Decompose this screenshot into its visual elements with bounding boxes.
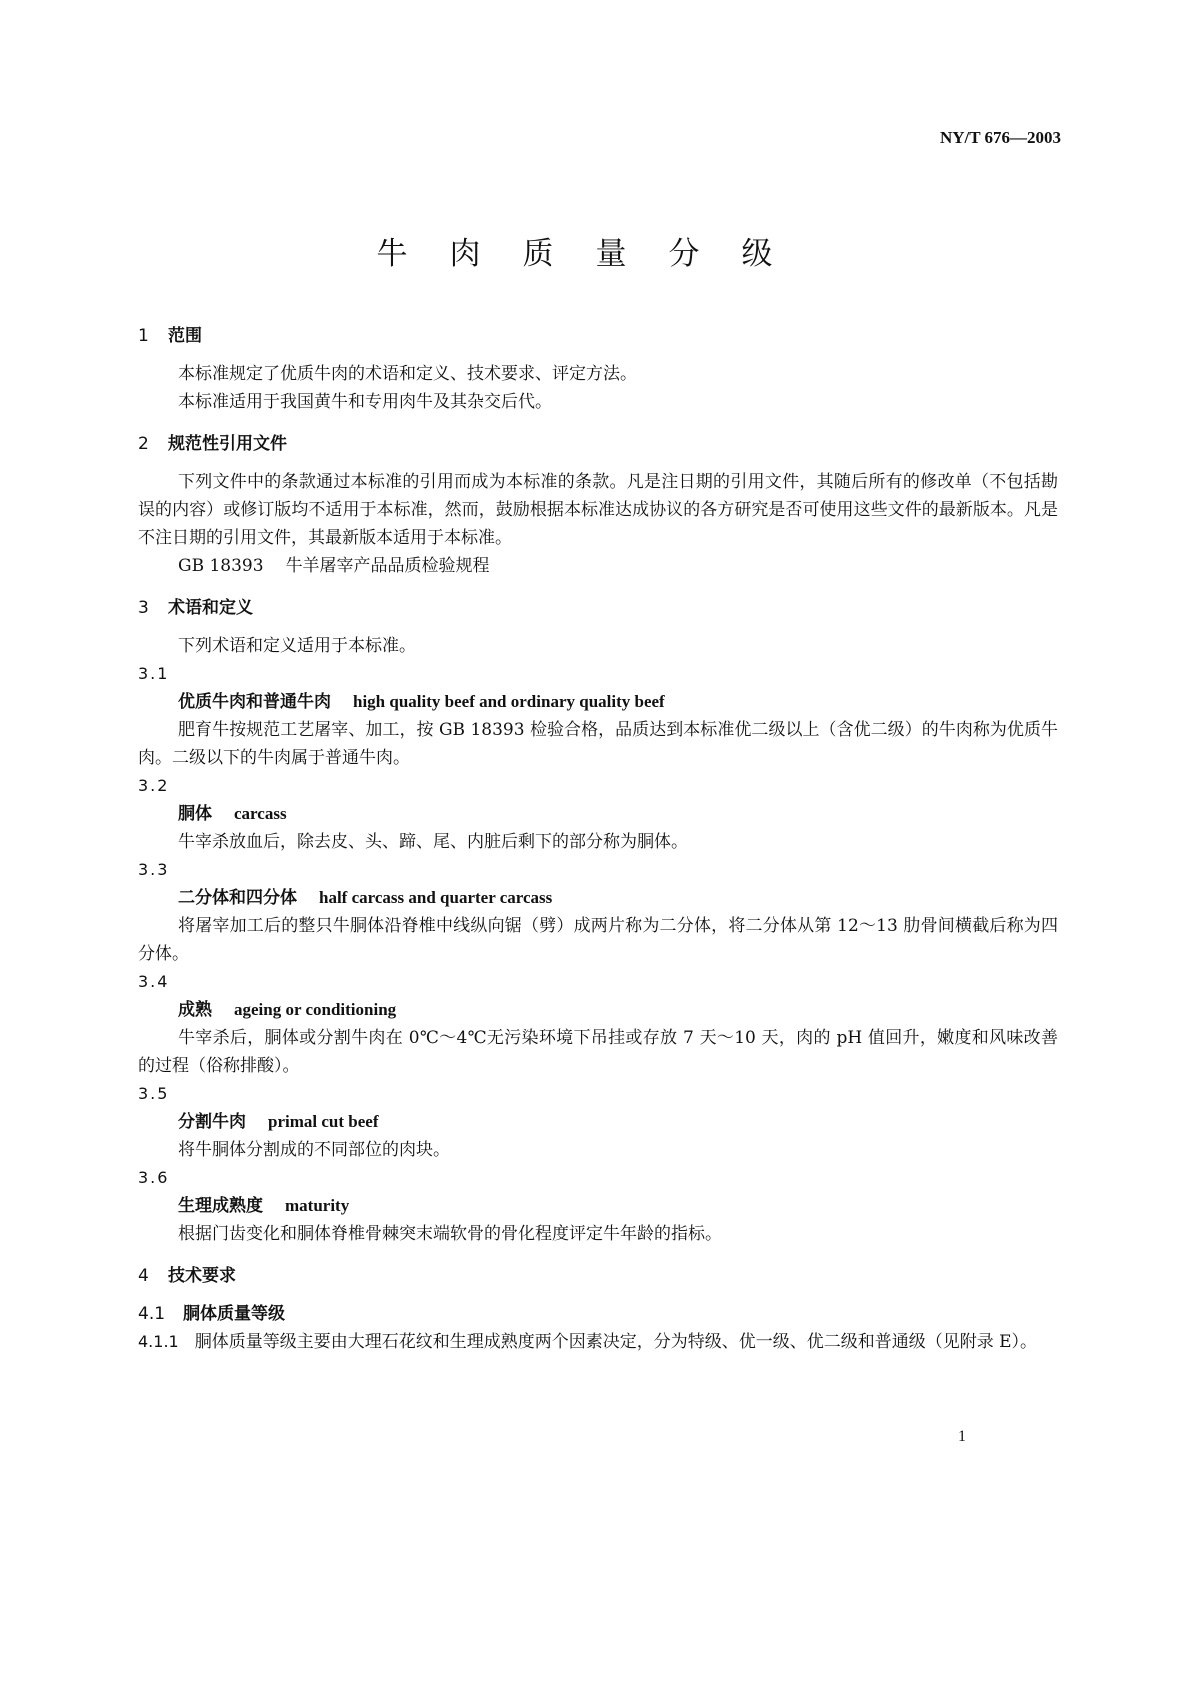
term-zh: 胴体 <box>178 804 212 824</box>
term-number: 3.1 <box>138 664 170 683</box>
section-number: 4 <box>138 1266 149 1286</box>
term-number: 3.2 <box>138 776 170 795</box>
term-entry <box>138 856 1058 968</box>
term-definition: 肥育牛按规范工艺屠宰、加工，按 GB 18393 检验合格，品质达到本标准优二级以上（含优二级）的牛肉称为优质牛肉。二级以下的牛肉属于普通牛肉。 <box>138 720 1058 768</box>
paragraph: 本标准规定了优质牛肉的术语和定义、技术要求、评定方法。 <box>178 364 637 384</box>
term-en: ageing or conditioning <box>234 1000 397 1019</box>
term-heading <box>138 688 1058 716</box>
standard-code: NY/T 676—2003 <box>939 128 1061 147</box>
section-title: 范围 <box>168 326 202 346</box>
term-heading <box>138 1192 1058 1220</box>
term-heading <box>138 884 1058 912</box>
section-heading <box>138 430 1058 458</box>
clause <box>138 1328 1058 1356</box>
reference-title: 牛羊屠宰产品品质检验规程 <box>285 556 490 576</box>
term-zh: 分割牛肉 <box>178 1112 246 1132</box>
page-number: 1 <box>958 1428 966 1445</box>
term-zh: 成熟 <box>178 1000 212 1020</box>
term-number: 3.5 <box>138 1084 170 1103</box>
subsection-title: 胴体质量等级 <box>183 1304 286 1324</box>
section-heading <box>138 1262 1058 1290</box>
term-number: 3.3 <box>138 860 170 879</box>
term-zh: 优质牛肉和普通牛肉 <box>178 692 331 712</box>
term-en: primal cut beef <box>268 1112 379 1131</box>
term-zh: 二分体和四分体 <box>178 888 297 908</box>
document-body <box>138 322 1058 1356</box>
term-entry <box>138 1164 1058 1248</box>
section-number: 3 <box>138 598 149 618</box>
term-heading <box>138 996 1058 1024</box>
reference-code: GB 18393 <box>178 556 264 576</box>
term-definition: 将牛胴体分割成的不同部位的肉块。 <box>178 1140 450 1160</box>
section-title: 技术要求 <box>168 1266 236 1286</box>
clause-text: 胴体质量等级主要由大理石花纹和生理成熟度两个因素决定，分为特级、优一级、优二级和普通级（见附录 E）。 <box>194 1332 1038 1352</box>
paragraph: 下列文件中的条款通过本标准的引用而成为本标准的条款。凡是注日期的引用文件，其随后所有的修改单（不包括勘误的内容）或修订版均不适用于本标准，然而，鼓励根据本标准达成协议的各方研究是否可使用这些文件的最新版本。凡是不注日期的引用文件，其最新版本适用于本标准。 <box>138 472 1058 548</box>
term-en: maturity <box>285 1196 350 1215</box>
term-heading <box>138 1108 1058 1136</box>
section-heading <box>138 322 1058 350</box>
term-entry <box>138 1080 1058 1164</box>
clause-number: 4.1.1 <box>138 1332 179 1351</box>
section-title: 规范性引用文件 <box>168 434 287 454</box>
subsection-number: 4.1 <box>138 1304 166 1324</box>
term-entry <box>138 660 1058 772</box>
paragraph: 下列术语和定义适用于本标准。 <box>178 636 416 656</box>
term-definition: 根据门齿变化和胴体脊椎骨棘突末端软骨的骨化程度评定牛年龄的指标。 <box>178 1224 722 1244</box>
term-entry <box>138 772 1058 856</box>
subsection-heading <box>138 1300 1058 1328</box>
term-number: 3.6 <box>138 1168 170 1187</box>
term-number: 3.4 <box>138 972 170 991</box>
section-title: 术语和定义 <box>168 598 253 618</box>
document-title: 牛肉质量分级 <box>376 236 815 272</box>
paragraph: 本标准适用于我国黄牛和专用肉牛及其杂交后代。 <box>178 392 552 412</box>
normative-reference <box>138 552 1058 580</box>
term-entry <box>138 968 1058 1080</box>
term-zh: 生理成熟度 <box>178 1196 263 1216</box>
term-en: high quality beef and ordinary quality beef <box>353 692 665 711</box>
section-heading <box>138 594 1058 622</box>
section-number: 2 <box>138 434 149 454</box>
term-definition: 牛宰杀后，胴体或分割牛肉在 0℃～4℃无污染环境下吊挂或存放 7 天～10 天，肉的 pH 值回升，嫩度和风味改善的过程（俗称排酸）。 <box>138 1028 1058 1076</box>
term-en: half carcass and quarter carcass <box>319 888 553 907</box>
term-heading <box>138 800 1058 828</box>
term-definition: 将屠宰加工后的整只牛胴体沿脊椎中线纵向锯（劈）成两片称为二分体，将二分体从第 12～13 肋骨间横截后称为四分体。 <box>138 916 1058 964</box>
term-definition: 牛宰杀放血后，除去皮、头、蹄、尾、内脏后剩下的部分称为胴体。 <box>178 832 688 852</box>
section-number: 1 <box>138 326 149 346</box>
term-en: carcass <box>234 804 287 823</box>
